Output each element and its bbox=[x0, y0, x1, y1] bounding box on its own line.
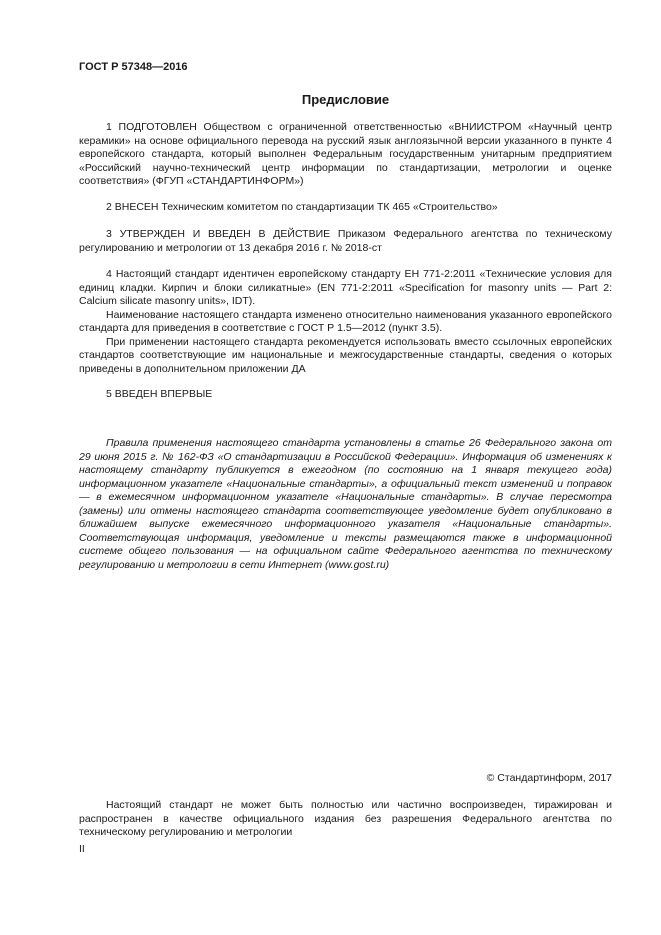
item-4-references-note: При применении настоящего стандарта рекомендуется использовать вместо ссылочных европейских стандартов соответствующие им национальные и межгосударственные стандарты, сведения о которых приведены в дополнительном приложении ДА bbox=[79, 335, 612, 375]
item-3 bbox=[79, 228, 612, 255]
item-5-text: 5 ВВЕДЕН ВПЕРВЫЕ bbox=[106, 388, 213, 400]
page-number: II bbox=[79, 843, 85, 855]
rules-note bbox=[79, 437, 612, 572]
document-code: ГОСТ Р 57348—2016 bbox=[79, 61, 188, 73]
item-4 bbox=[79, 268, 612, 376]
item-2 bbox=[79, 201, 612, 215]
copyright: © Стандартинформ, 2017 bbox=[486, 772, 612, 784]
reproduction-note-text: Настоящий стандарт не может быть полностью или частично воспроизведен, тиражирован и распространен в качестве официального издания без разрешения Федерального агентства по техническому регулированию и метрологии bbox=[79, 799, 612, 838]
reproduction-note bbox=[79, 799, 612, 840]
item-2-text: 2 ВНЕСЕН Техническим комитетом по стандартизации ТК 465 «Строительство» bbox=[106, 201, 498, 213]
item-1 bbox=[79, 121, 612, 189]
item-4-text: 4 Настоящий стандарт идентичен европейскому стандарту ЕН 771-2:2011 «Технические условия для единиц кладки. Кирпич и блоки силикатные» (EN 771-2:2011 «Specification for masonry units — Part 2: Calcium silicate masonry units», IDT). bbox=[79, 268, 612, 307]
item-1-text: 1 ПОДГОТОВЛЕН Обществом с ограниченной ответственностью «ВНИИСТРОМ «Научный центр керамики» на основе официального перевода на русский язык англоязычной версии указанного в пункте 4 европейского стандарта, который выполнен Федеральным государственным унитарным предприятием «Российский научно-технический центр информации по стандартизации, метрологии и оценке соответствия» (ФГУП «СТАНДАРТИНФОРМ») bbox=[79, 121, 612, 187]
page-title: Предисловие bbox=[301, 92, 390, 107]
item-4-title-note: Наименование настоящего стандарта изменено относительно наименования указанного европейского стандарта для приведения в соответствие с ГОСТ Р 1.5—2012 (пункт 3.5). bbox=[79, 308, 612, 334]
rules-note-text: Правила применения настоящего стандарта установлены в статье 26 Федерального закона от 29 июня 2015 г. № 162-ФЗ «О стандартизации в Российской Федерации». Информация об изменениях к настоящему стандарту публикуется в ежегодном (по состоянию на 1 января текущего года) информационном указателе «Национальные стандарты», а официальный текст изменений и поправок — в ежемесячном информационном указателе «Национальные стандарты». В случае пересмотра (замены) или отмены настоящего стандарта соответствующее уведомление будет опубликовано в ближайшем выпуске ежемесячного информационного указателя «Национальные стандарты». Соответствующая информация, уведомление и тексты размещаются также в информационной системе общего пользования — на официальном сайте Федерального агентства по техническому регулированию и метрологии в сети Интернет (www.gost.ru) bbox=[79, 437, 612, 571]
item-5 bbox=[79, 388, 612, 402]
item-3-text: 3 УТВЕРЖДЕН И ВВЕДЕН В ДЕЙСТВИЕ Приказом Федерального агентства по техническому регулированию и метрологии от 13 декабря 2016 г. № 2018-ст bbox=[79, 228, 612, 254]
